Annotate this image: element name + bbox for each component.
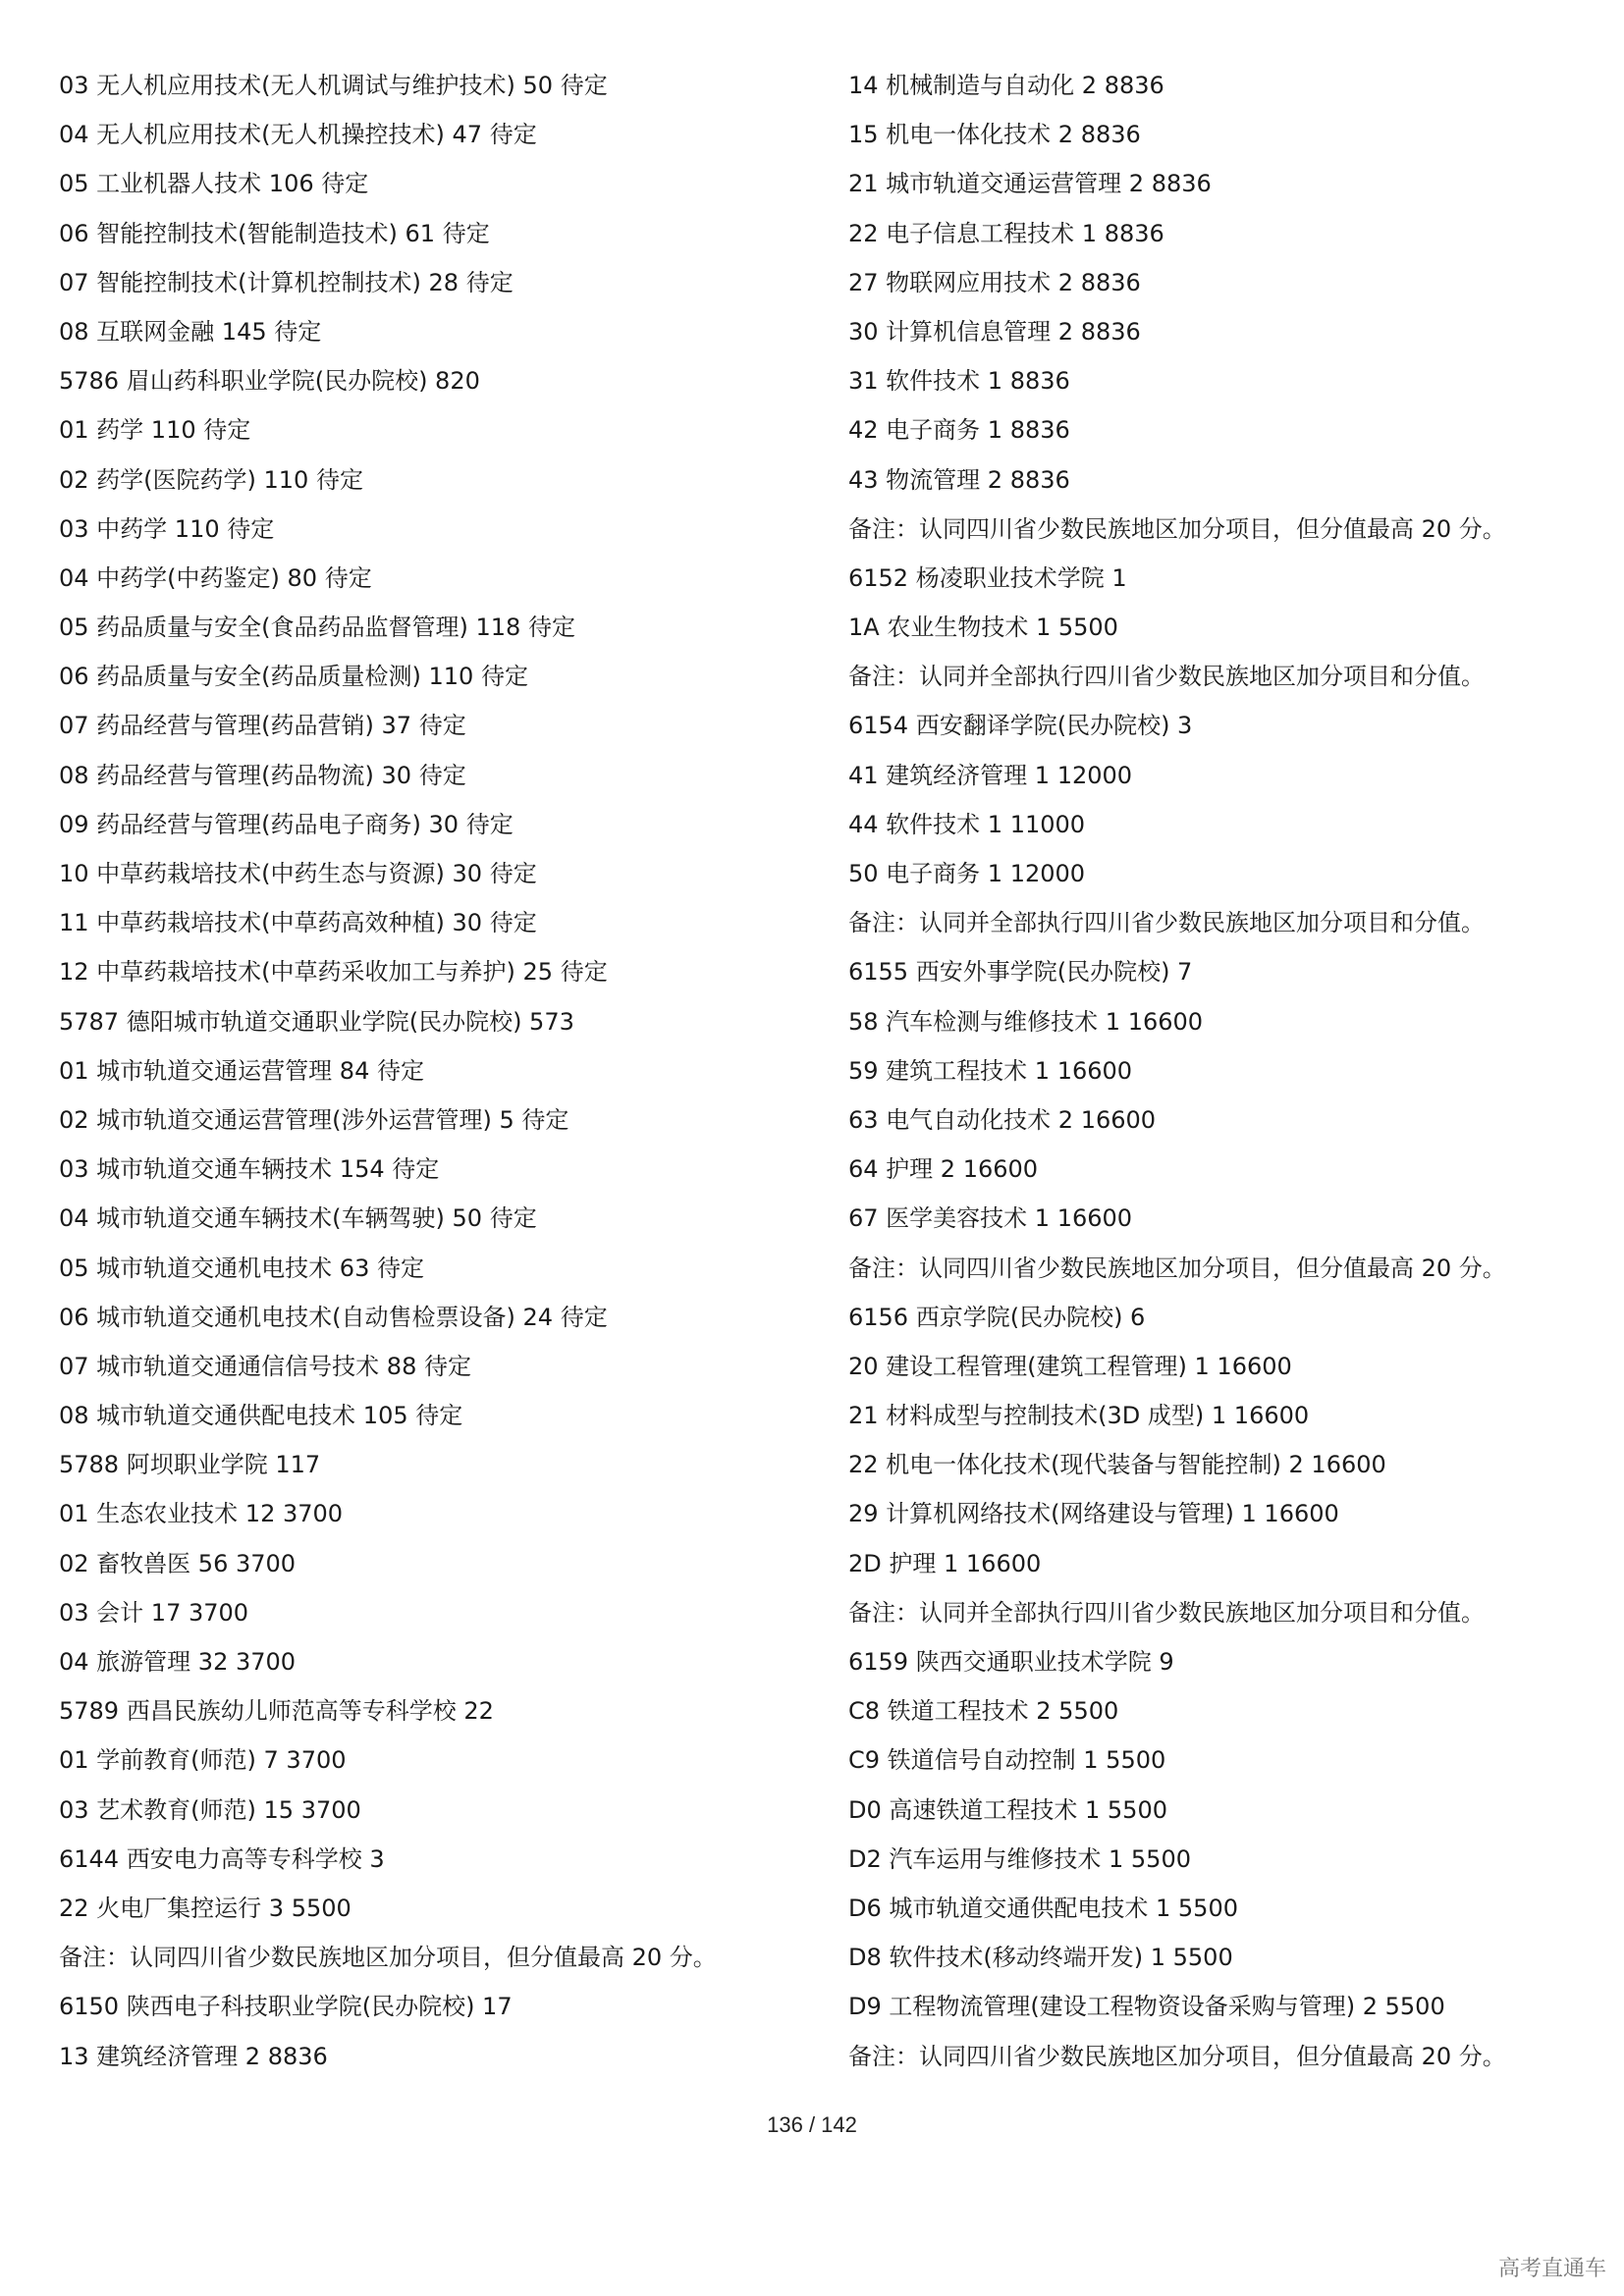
text-line: 08 城市轨道交通供配电技术 105 待定	[59, 1402, 463, 1430]
text-line: 05 城市轨道交通机电技术 63 待定	[59, 1254, 424, 1282]
text-line: 6159 陕西交通职业技术学院 9	[848, 1648, 1174, 1676]
text-line: 07 药品经营与管理(药品营销) 37 待定	[59, 712, 466, 740]
text-line: 6154 西安翻译学院(民办院校) 3	[848, 712, 1193, 740]
text-line: 06 城市轨道交通机电技术(自动售检票设备) 24 待定	[59, 1303, 608, 1331]
text-line: 5786 眉山药科职业学院(民办院校) 820	[59, 367, 480, 396]
text-line: 30 计算机信息管理 2 8836	[848, 317, 1141, 346]
text-line: C9 铁道信号自动控制 1 5500	[848, 1746, 1166, 1775]
text-line: 6144 西安电力高等专科学校 3	[59, 1844, 385, 1873]
text-line: 03 会计 17 3700	[59, 1598, 249, 1627]
text-line: 20 建设工程管理(建筑工程管理) 1 16600	[848, 1352, 1292, 1380]
text-line: 41 建筑经济管理 1 12000	[848, 761, 1133, 789]
text-line: 02 药学(医院药学) 110 待定	[59, 465, 363, 494]
text-line: 14 机械制造与自动化 2 8836	[848, 72, 1164, 99]
text-line: 01 生态农业技术 12 3700	[59, 1500, 344, 1528]
text-line: 5787 德阳城市轨道交通职业学院(民办院校) 573	[59, 1007, 574, 1036]
text-line: 6156 西京学院(民办院校) 6	[848, 1303, 1146, 1331]
text-line: D0 高速铁道工程技术 1 5500	[848, 1795, 1167, 1824]
text-line: 43 物流管理 2 8836	[848, 465, 1070, 494]
text-line: 67 医学美容技术 1 16600	[848, 1204, 1133, 1233]
text-line: 03 无人机应用技术(无人机调试与维护技术) 50 待定	[59, 72, 608, 99]
text-line: 22 火电厂集控运行 3 5500	[59, 1894, 352, 1922]
text-line: 21 城市轨道交通运营管理 2 8836	[848, 170, 1212, 198]
text-line: 11 中草药栽培技术(中草药高效种植) 30 待定	[59, 909, 537, 937]
text-line: 04 城市轨道交通车辆技术(车辆驾驶) 50 待定	[59, 1204, 537, 1233]
text-line: 07 城市轨道交通通信信号技术 88 待定	[59, 1352, 471, 1380]
text-line: 22 机电一体化技术(现代装备与智能控制) 2 16600	[848, 1451, 1386, 1479]
text-line: 02 城市轨道交通运营管理(涉外运营管理) 5 待定	[59, 1105, 569, 1134]
text-line: 备注：认同四川省少数民族地区加分项目，但分值最高 20 分。	[59, 1944, 717, 1972]
right-column	[848, 61, 1595, 2081]
text-line: 27 物联网应用技术 2 8836	[848, 268, 1141, 296]
text-line: 备注：认同四川省少数民族地区加分项目，但分值最高 20 分。	[848, 514, 1506, 543]
text-line: 04 中药学(中药鉴定) 80 待定	[59, 563, 372, 592]
text-line: 12 中草药栽培技术(中草药采收加工与养护) 25 待定	[59, 958, 608, 987]
text-line: 备注：认同并全部执行四川省少数民族地区加分项目和分值。	[848, 1598, 1485, 1627]
text-line: 6150 陕西电子科技职业学院(民办院校) 17	[59, 1993, 513, 2021]
text-line: 29 计算机网络技术(网络建设与管理) 1 16600	[848, 1500, 1339, 1528]
text-line: 42 电子商务 1 8836	[848, 416, 1070, 445]
text-line: 01 学前教育(师范) 7 3700	[59, 1746, 347, 1775]
text-line: 13 建筑经济管理 2 8836	[59, 2042, 328, 2070]
text-line: 06 药品质量与安全(药品质量检测) 110 待定	[59, 663, 528, 691]
text-line: 备注：认同四川省少数民族地区加分项目，但分值最高 20 分。	[848, 2042, 1506, 2070]
text-line: 07 智能控制技术(计算机控制技术) 28 待定	[59, 268, 514, 296]
text-line: 1A 农业生物技术 1 5500	[848, 614, 1118, 642]
text-line: 08 互联网金融 145 待定	[59, 317, 322, 346]
text-line: 02 畜牧兽医 56 3700	[59, 1549, 297, 1577]
text-line: 04 无人机应用技术(无人机操控技术) 47 待定	[59, 121, 537, 149]
text-line: 05 药品质量与安全(食品药品监督管理) 118 待定	[59, 614, 575, 642]
page-number: 136 / 142	[767, 2112, 857, 2137]
left-column	[59, 61, 805, 2081]
text-line: 5789 西昌民族幼儿师范高等专科学校 22	[59, 1697, 494, 1726]
text-line: 6152 杨凌职业技术学院 1	[848, 563, 1127, 592]
text-line: 5788 阿坝职业学院 117	[59, 1451, 321, 1479]
text-line: 6155 西安外事学院(民办院校) 7	[848, 958, 1193, 987]
text-line: D6 城市轨道交通供配电技术 1 5500	[848, 1894, 1238, 1922]
text-line: 64 护理 2 16600	[848, 1155, 1039, 1184]
text-line: 03 艺术教育(师范) 15 3700	[59, 1795, 361, 1824]
watermark: 高考直通车	[1497, 2257, 1606, 2281]
text-line: D2 汽车运用与维修技术 1 5500	[848, 1844, 1191, 1873]
text-line: 01 药学 110 待定	[59, 416, 251, 445]
text-line: 58 汽车检测与维修技术 1 16600	[848, 1007, 1204, 1036]
text-line: 44 软件技术 1 11000	[848, 810, 1086, 838]
text-line: 50 电子商务 1 12000	[848, 860, 1086, 887]
text-line: 59 建筑工程技术 1 16600	[848, 1056, 1133, 1085]
text-line: 备注：认同并全部执行四川省少数民族地区加分项目和分值。	[848, 663, 1485, 691]
text-line: D9 工程物流管理(建设工程物资设备采购与管理) 2 5500	[848, 1993, 1445, 2021]
text-line: 31 软件技术 1 8836	[848, 367, 1070, 396]
text-line: D8 软件技术(移动终端开发) 1 5500	[848, 1944, 1233, 1972]
text-line: 05 工业机器人技术 106 待定	[59, 170, 369, 198]
text-line: 备注：认同并全部执行四川省少数民族地区加分项目和分值。	[848, 909, 1485, 937]
text-line: 2D 护理 1 16600	[848, 1549, 1042, 1577]
text-line: 22 电子信息工程技术 1 8836	[848, 219, 1164, 247]
text-line: 08 药品经营与管理(药品物流) 30 待定	[59, 761, 466, 789]
text-line: 63 电气自动化技术 2 16600	[848, 1105, 1157, 1134]
text-line: 03 城市轨道交通车辆技术 154 待定	[59, 1155, 440, 1184]
text-line: 03 中药学 110 待定	[59, 514, 275, 543]
text-line: 10 中草药栽培技术(中药生态与资源) 30 待定	[59, 860, 537, 887]
text-line: 09 药品经营与管理(药品电子商务) 30 待定	[59, 810, 514, 838]
text-line: 01 城市轨道交通运营管理 84 待定	[59, 1056, 424, 1085]
text-line: 06 智能控制技术(智能制造技术) 61 待定	[59, 219, 490, 247]
text-line: C8 铁道工程技术 2 5500	[848, 1697, 1119, 1726]
text-line: 备注：认同四川省少数民族地区加分项目，但分值最高 20 分。	[848, 1254, 1506, 1282]
text-line: 04 旅游管理 32 3700	[59, 1648, 297, 1676]
text-line: 21 材料成型与控制技术(3D 成型) 1 16600	[848, 1402, 1310, 1430]
text-line: 15 机电一体化技术 2 8836	[848, 121, 1141, 149]
